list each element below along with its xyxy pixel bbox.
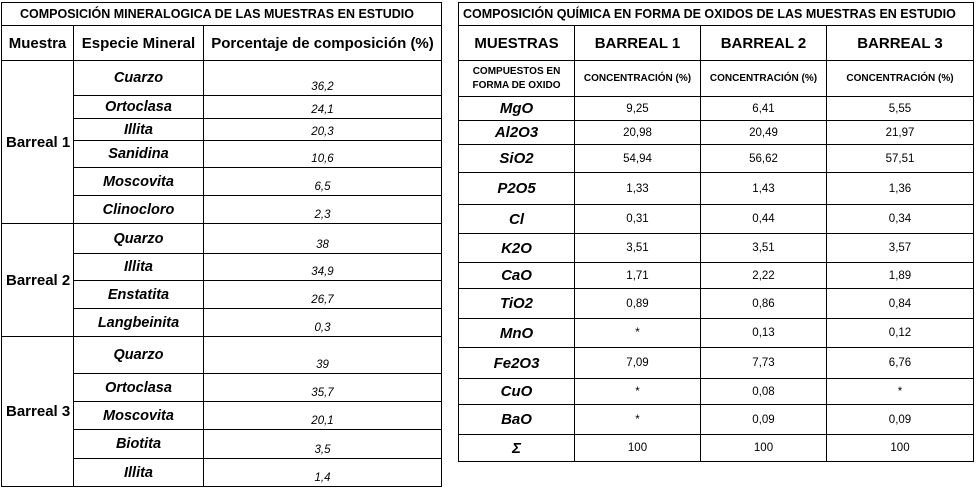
concentration-value: 5,55: [827, 97, 974, 121]
oxide-table-title: COMPOSICIÓN QUÍMICA EN FORMA DE OXIDOS DE LAS MUESTRAS EN ESTUDIO: [459, 3, 974, 26]
mineral-pct: 39: [204, 337, 442, 374]
concentration-value: 6,41: [701, 97, 827, 121]
concentration-value: *: [575, 379, 701, 405]
compound-name: MnO: [459, 319, 575, 348]
compound-name: Cl: [459, 205, 575, 234]
compound-name: SiO2: [459, 145, 575, 173]
concentration-value: *: [575, 319, 701, 348]
subheader-compuestos: COMPUESTOS EN FORMA DE OXIDO: [459, 61, 575, 97]
mineral-name: Ortoclasa: [74, 374, 204, 402]
header-barreal-2: BARREAL 2: [701, 26, 827, 61]
concentration-value: 0,31: [575, 205, 701, 234]
concentration-value: 3,51: [701, 234, 827, 263]
mineral-name: Moscovita: [74, 168, 204, 196]
oxide-row: [459, 234, 974, 263]
header-barreal-1: BARREAL 1: [575, 26, 701, 61]
sample-barreal-3: Barreal 3: [2, 337, 74, 487]
header-muestras: MUESTRAS: [459, 26, 575, 61]
oxide-row: [459, 121, 974, 145]
concentration-value: 6,76: [827, 348, 974, 379]
compound-name: Al2O3: [459, 121, 575, 145]
mineral-pct: 20,1: [204, 402, 442, 430]
concentration-value: 56,62: [701, 145, 827, 173]
concentration-value: 0,09: [827, 405, 974, 435]
oxide-row: [459, 289, 974, 319]
concentration-value: 1,43: [701, 173, 827, 205]
compound-name: P2O5: [459, 173, 575, 205]
mineral-table-title: COMPOSICIÓN MINERALOGICA DE LAS MUESTRAS EN ESTUDIO: [2, 3, 442, 26]
mineral-name: Ortoclasa: [74, 96, 204, 119]
mineral-name: Illita: [74, 254, 204, 281]
concentration-value: 7,09: [575, 348, 701, 379]
oxide-row: [459, 173, 974, 205]
concentration-value: 0,09: [701, 405, 827, 435]
compound-name: CuO: [459, 379, 575, 405]
mineral-name: Moscovita: [74, 402, 204, 430]
mineral-pct: 0,3: [204, 309, 442, 337]
mineral-pct: 36,2: [204, 61, 442, 96]
mineral-pct: 20,3: [204, 119, 442, 141]
concentration-value: 2,22: [701, 263, 827, 289]
oxide-row: [459, 97, 974, 121]
oxide-row: [459, 348, 974, 379]
mineral-name: Biotita: [74, 430, 204, 459]
header-muestra: Muestra: [2, 26, 74, 61]
compound-name: Fe2O3: [459, 348, 575, 379]
concentration-value: 1,89: [827, 263, 974, 289]
concentration-value: 1,71: [575, 263, 701, 289]
compound-name: BaO: [459, 405, 575, 435]
concentration-value: 100: [701, 435, 827, 462]
mineral-name: Sanidina: [74, 141, 204, 168]
concentration-value: 0,08: [701, 379, 827, 405]
mineral-composition-table: [1, 2, 442, 487]
concentration-value: 3,51: [575, 234, 701, 263]
concentration-value: 0,84: [827, 289, 974, 319]
mineral-name: Cuarzo: [74, 61, 204, 96]
mineral-name: Quarzo: [74, 337, 204, 374]
mineral-pct: 24,1: [204, 96, 442, 119]
compound-name: K2O: [459, 234, 575, 263]
concentration-value: 100: [575, 435, 701, 462]
mineral-pct: 38: [204, 224, 442, 254]
oxide-row: [459, 145, 974, 173]
header-especie-mineral: Especie Mineral: [74, 26, 204, 61]
compound-name: TiO2: [459, 289, 575, 319]
mineral-pct: 26,7: [204, 281, 442, 309]
mineral-name: Illita: [74, 119, 204, 141]
concentration-value: 0,13: [701, 319, 827, 348]
concentration-value: 0,89: [575, 289, 701, 319]
mineral-pct: 10,6: [204, 141, 442, 168]
concentration-value: 57,51: [827, 145, 974, 173]
mineral-pct: 6,5: [204, 168, 442, 196]
header-porcentaje: Porcentaje de composición (%): [204, 26, 442, 61]
header-barreal-3: BARREAL 3: [827, 26, 974, 61]
concentration-value: 0,44: [701, 205, 827, 234]
concentration-value: 20,49: [701, 121, 827, 145]
subheader-concentracion-1: CONCENTRACIÓN (%): [575, 61, 701, 97]
concentration-value: *: [575, 405, 701, 435]
concentration-value: 9,25: [575, 97, 701, 121]
oxide-row: [459, 319, 974, 348]
mineral-name: Enstatita: [74, 281, 204, 309]
concentration-value: 21,97: [827, 121, 974, 145]
concentration-value: 0,34: [827, 205, 974, 234]
concentration-value: 3,57: [827, 234, 974, 263]
concentration-value: 1,36: [827, 173, 974, 205]
compound-name: CaO: [459, 263, 575, 289]
oxide-row: [459, 379, 974, 405]
concentration-value: 0,86: [701, 289, 827, 319]
mineral-name: Clinocloro: [74, 196, 204, 224]
concentration-value: 54,94: [575, 145, 701, 173]
oxide-composition-table: [458, 2, 974, 462]
sample-barreal-2: Barreal 2: [2, 224, 74, 337]
mineral-pct: 34,9: [204, 254, 442, 281]
concentration-value: 100: [827, 435, 974, 462]
mineral-pct: 1,4: [204, 459, 442, 487]
mineral-pct: 35,7: [204, 374, 442, 402]
concentration-value: 7,73: [701, 348, 827, 379]
compound-name: Σ: [459, 435, 575, 462]
oxide-row: [459, 205, 974, 234]
subheader-concentracion-2: CONCENTRACIÓN (%): [701, 61, 827, 97]
concentration-value: 20,98: [575, 121, 701, 145]
mineral-name: Illita: [74, 459, 204, 487]
subheader-concentracion-3: CONCENTRACIÓN (%): [827, 61, 974, 97]
mineral-name: Quarzo: [74, 224, 204, 254]
oxide-row: [459, 263, 974, 289]
mineral-pct: 3,5: [204, 430, 442, 459]
mineral-name: Langbeinita: [74, 309, 204, 337]
mineral-pct: 2,3: [204, 196, 442, 224]
oxide-row: [459, 435, 974, 462]
oxide-row: [459, 405, 974, 435]
sample-barreal-1: Barreal 1: [2, 61, 74, 224]
compound-name: MgO: [459, 97, 575, 121]
concentration-value: *: [827, 379, 974, 405]
concentration-value: 0,12: [827, 319, 974, 348]
concentration-value: 1,33: [575, 173, 701, 205]
